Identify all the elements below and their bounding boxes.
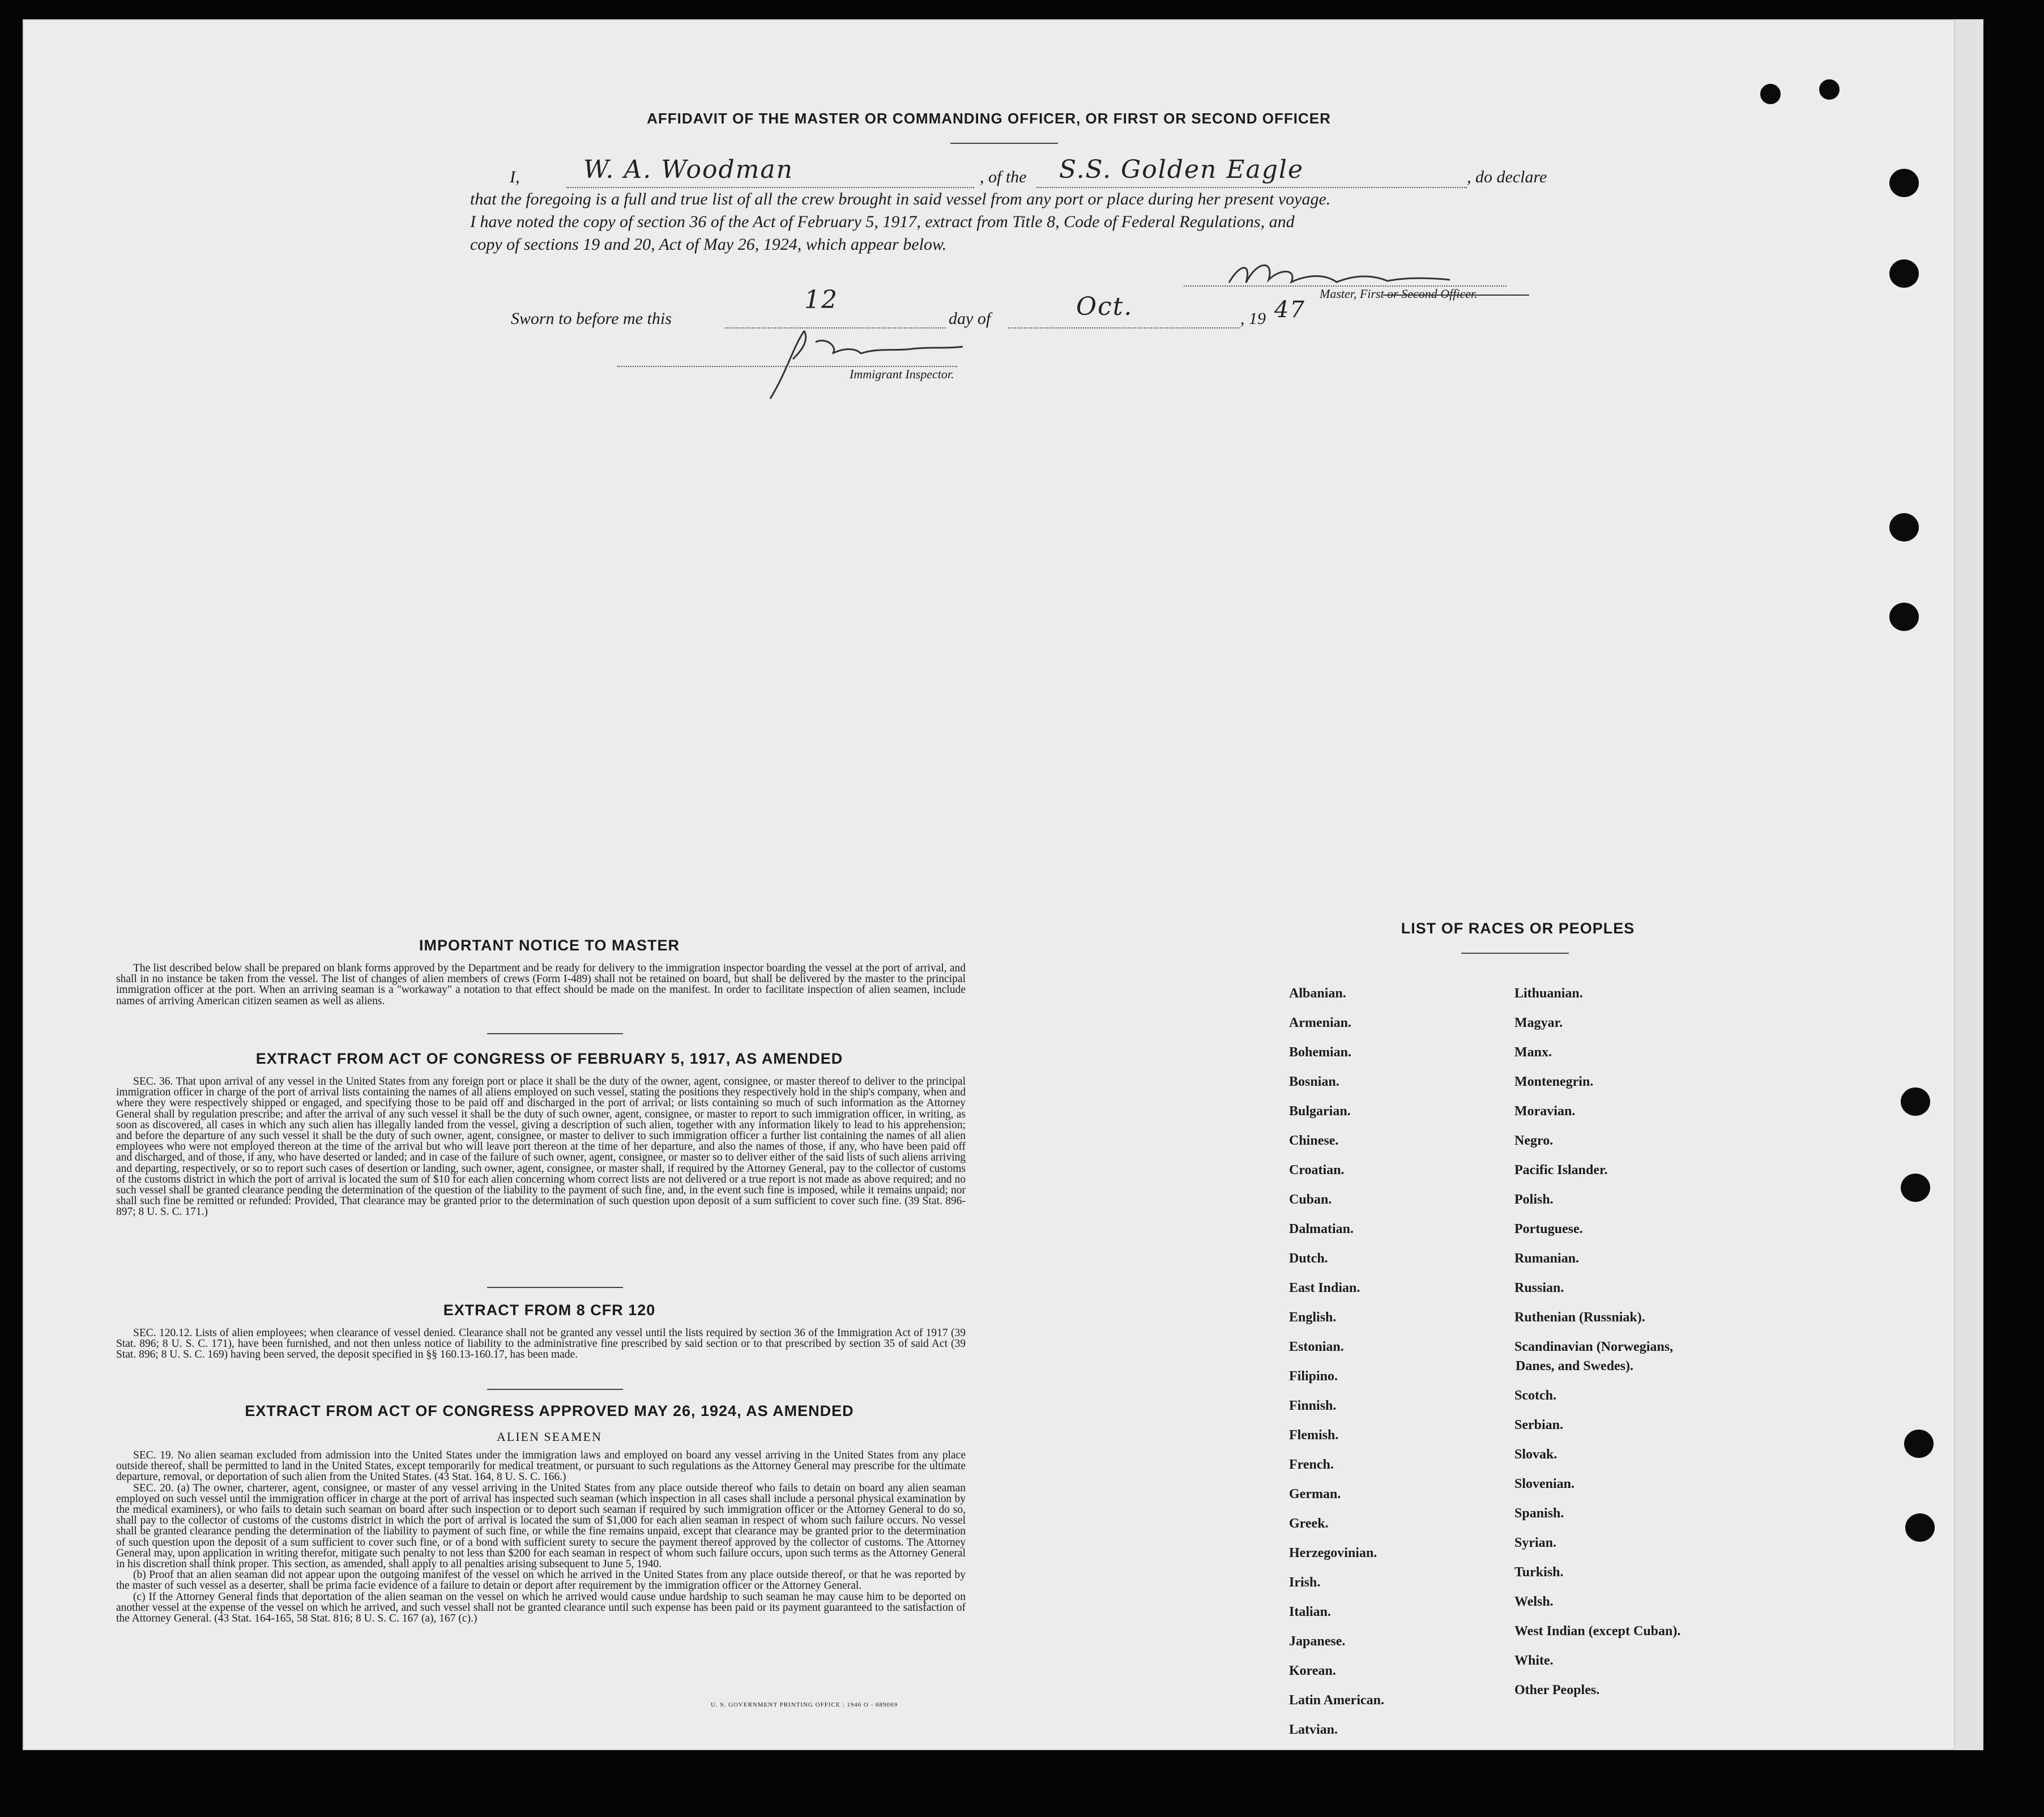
race-item: Scotch. [1514, 1388, 1556, 1403]
vessel-name: S.S. Golden Eagle [1059, 155, 1304, 184]
race-item: Danes, and Swedes). [1516, 1359, 1634, 1374]
extract-1917-rule [487, 1287, 623, 1288]
race-item: Albanian. [1289, 986, 1346, 1001]
notice-text: The list described below shall be prepared on blank forms approved by the Department and be ready for delivery to the immigration inspector boarding the vessel at the port of arrival, and shall in no instance be taken from the vessel. The list of changes of alien members of crews (Form I-489) shall not be retained on board, but shall be delivered by the master to the principal immigration officer at the port. When an arriving seaman is a "workaway" a notation to that effect should be made on the manifest. In order to facilitate inspection of alien seamen, include names of arriving American citizen seamen as well as aliens. [116, 962, 966, 1007]
day-value: 12 [804, 285, 838, 314]
punch-hole [1819, 79, 1840, 100]
sworn-label: Sworn to before me this [511, 309, 672, 328]
race-item: Pacific Islander. [1514, 1163, 1608, 1178]
race-item: Portuguese. [1514, 1222, 1583, 1236]
declaration-text [470, 188, 1569, 256]
race-item: Flemish. [1289, 1428, 1339, 1443]
race-item: Montenegrin. [1514, 1074, 1594, 1089]
punch-hole [1889, 513, 1919, 541]
race-item: Korean. [1289, 1664, 1336, 1678]
races-column-2 [1514, 979, 1680, 1705]
race-item: Scandinavian (Norwegians, [1514, 1340, 1674, 1354]
race-item: Welsh. [1514, 1594, 1554, 1609]
races-rule [1461, 953, 1569, 954]
declaration-line-2: I have noted the copy of section 36 of the Act of February 5, 1917, extract from Title 8, Code of Federal Regulations, and [470, 212, 1295, 231]
punch-hole [1905, 1513, 1935, 1542]
affidavit-title: AFFIDAVIT OF THE MASTER OR COMMANDING OFFICER, OR FIRST OR SECOND OFFICER [647, 110, 1331, 127]
i-label: I, [510, 168, 520, 186]
extract-cfr-title: EXTRACT FROM 8 CFR 120 [443, 1302, 656, 1319]
race-item: Latvian. [1289, 1722, 1338, 1737]
punch-hole [1889, 259, 1919, 288]
race-item: Herzegovinian. [1289, 1546, 1377, 1560]
inspector-signature [759, 314, 1008, 404]
extract-1917-title: EXTRACT FROM ACT OF CONGRESS OF FEBRUARY 5, 1917, AS AMENDED [255, 1050, 843, 1067]
race-item: English. [1289, 1310, 1337, 1325]
year-value: 47 [1274, 297, 1305, 323]
race-item: East Indian. [1289, 1281, 1360, 1295]
master-title: Master, First or Second Officer. [1320, 287, 1478, 301]
races-title: LIST OF RACES OR PEOPLES [1401, 920, 1635, 937]
race-item: Italian. [1289, 1605, 1332, 1619]
declaration-line-1: that the foregoing is a full and true list of all the crew brought in said vessel from any port or place during her present voyage. [470, 190, 1331, 208]
race-item: Dutch. [1289, 1251, 1328, 1266]
race-item: French. [1289, 1457, 1334, 1472]
extract-1924-title: EXTRACT FROM ACT OF CONGRESS APPROVED MAY 26, 1924, AS AMENDED [245, 1402, 854, 1419]
race-item: Cuban. [1289, 1192, 1332, 1207]
alien-seamen-subtitle: ALIEN SEAMEN [497, 1430, 602, 1444]
race-item: German. [1289, 1487, 1341, 1502]
race-item: Armenian. [1289, 1016, 1351, 1030]
race-item: Croatian. [1289, 1163, 1345, 1178]
do-declare-label: , do declare [1467, 168, 1547, 186]
punch-hole [1889, 603, 1919, 631]
races-column-1 [1289, 979, 1384, 1745]
inspector-label: Immigrant Inspector. [850, 367, 954, 381]
declaration-line-3: copy of sections 19 and 20, Act of May 26, 1924, which appear below. [470, 235, 947, 254]
punch-hole [1901, 1174, 1930, 1202]
race-item: Japanese. [1289, 1634, 1346, 1649]
master-signature [1223, 257, 1461, 291]
race-item: Polish. [1514, 1192, 1554, 1207]
extract-cfr-text: SEC. 120.12. Lists of alien employees; when clearance of vessel denied. Clearance shall not be granted any vessel until the lists required by section 36 of the Immigration Act of 1917 (39 Stat. 896; 8 U. S. C. 171), have been furnished, and not then unless notice of liability to the administrative fine prescribed by said section or to that prescribed by section 35 of said Act (39 Stat. 896; 8 U. S. C. 169) having been served, the deposit specified in §§ 160.13-160.17, has been made. [116, 1327, 966, 1361]
race-item: Manx. [1514, 1045, 1552, 1060]
race-item: Lithuanian. [1514, 986, 1583, 1001]
race-item: Magyar. [1514, 1016, 1563, 1030]
race-item: Slovak. [1514, 1447, 1557, 1462]
race-item: Finnish. [1289, 1398, 1337, 1413]
race-item: Slovenian. [1514, 1477, 1575, 1491]
year-prefix: , 19 [1240, 309, 1266, 328]
notice-title: IMPORTANT NOTICE TO MASTER [419, 937, 680, 954]
gpo-imprint: U. S. GOVERNMENT PRINTING OFFICE : 1946 O - 689069 [710, 1701, 898, 1708]
race-item: Syrian. [1514, 1536, 1557, 1550]
master-name: W. A. Woodman [583, 155, 793, 184]
race-item: Bosnian. [1289, 1074, 1339, 1089]
race-item: Irish. [1289, 1575, 1321, 1590]
day-of-label: day of [949, 309, 991, 328]
race-item: Estonian. [1289, 1340, 1344, 1354]
race-item: Dalmatian. [1289, 1222, 1354, 1236]
race-item: Filipino. [1289, 1369, 1338, 1384]
sec-20c: (c) If the Attorney General finds that deportation of the alien seaman on the vessel on which he arrived would cause undue hardship to such seaman he may cause him to be deported on another vessel at the expense of the vessel on which he arrived, and such vessel shall not be granted clearance until such expense has been paid or its payment guaranteed to the satisfaction of the Attorney General. (43 Stat. 164-165, 58 Stat. 816; 8 U. S. C. 167 (a), 167 (c).) [116, 1590, 966, 1625]
race-item: Other Peoples. [1514, 1683, 1600, 1697]
document-page [23, 19, 1955, 1750]
month-value: Oct. [1076, 292, 1133, 321]
race-item: Russian. [1514, 1281, 1564, 1295]
race-item: Bulgarian. [1289, 1104, 1351, 1119]
sec-20b: (b) Proof that an alien seaman did not appear upon the outgoing manifest of the vessel on which he arrived in the United States from any place outside thereof, or that he was reported by the master of such vessel as a deserter, shall be prima facie evidence of a failure to detain or deport after requirement by the immigration officer or the Attorney General. [116, 1569, 966, 1592]
race-item: Turkish. [1514, 1565, 1564, 1580]
of-the-label: , of the [980, 168, 1027, 186]
race-item: Chinese. [1289, 1133, 1339, 1148]
race-item: Serbian. [1514, 1418, 1564, 1432]
punch-hole [1901, 1087, 1930, 1116]
race-item: Spanish. [1514, 1506, 1564, 1521]
race-item: Rumanian. [1514, 1251, 1580, 1266]
month-line [1008, 327, 1240, 329]
punch-hole [1889, 169, 1919, 197]
sec-20a: SEC. 20. (a) The owner, charterer, agent, consignee, or master of any vessel arriving in the United States from any place outside thereof who fails to detain on board any alien seaman employed on such vessel until the immigration officer in charge at the port of arrival has inspected such seaman (which inspection in all cases shall include a personal physical examination by the medical examiners), or who fails to detain such seaman on board after such inspection or to deport such seaman if required by such immigration officer or the Attorney General to do so, shall pay to the collector of customs of the customs district in which the port of arrival is located the sum of $1,000 for each alien seaman in respect of whom such failure occurs. No vessel shall be granted clearance pending the determination of the liability to payment of such fine, or while the fine remains unpaid, except that clearance may be granted prior to the determination of such question upon the deposit of a sum sufficient to cover such fine, or of a bond with sufficient surety to secure the payment thereof approved by the collector of customs. The Attorney General may, upon application in writing therefor, mitigate such penalty to not less than $200 for each seaman in respect of whom such failure occurs, upon such terms as the Attorney General in his discretion shall think proper. This section, as amended, shall apply to all penalties arising subsequent to June 5, 1940. [116, 1482, 966, 1571]
strikeout [1383, 295, 1529, 296]
race-item: Ruthenian (Russniak). [1514, 1310, 1645, 1325]
race-item: White. [1514, 1653, 1554, 1668]
punch-hole [1904, 1430, 1934, 1458]
extract-cfr-rule [487, 1389, 623, 1390]
extract-1917-text: SEC. 36. That upon arrival of any vessel in the United States from any foreign port or place it shall be the duty of the owner, agent, consignee, or master thereof to deliver to the principal immigration officer in charge of the port of arrival lists containing the names of all aliens employed on such vessel, stating the positions they respectively hold in the ship's company, when and where they were respectively shipped or engaged, and specifying those to be paid off and discharged in the port of arrival; or lists containing so much of such information as the Attorney General shall by regulation prescribe; and after the arrival of any such vessel it shall be the duty of such owner, agent, consignee, or master to report to such immigration officer, in writing, as soon as discovered, all cases in which any such alien has illegally landed from the vessel, giving a description of such alien, together with any information likely to lead to his apprehension; and before the departure of any such vessel it shall be the duty of such owner, agent, consignee, or master to deliver to such immigration officer a further list containing the names of all alien employees who were not employed thereon at the time of the arrival but who will leave port thereon at the time of her departure, and also the names of those, if any, who have been paid off and discharged, and of those, if any, who have deserted or landed; and in case of the failure of such owner, agent, consignee, or master so to deliver either of the said lists of such aliens arriving and departing, respectively, or so to report such cases of desertion or landing, such owner, agent, consignee, or master shall, if required by the Attorney General, pay to the collector of customs of the customs district in which the port of arrival is located the sum of $10 for each alien concerning whom correct lists are not delivered or a true report is not made as above required; and no such vessel shall be granted clearance pending the determination of the question of the liability to the payment of such fine, and, in the event such fine is imposed, while it remains unpaid; nor shall such fine be remitted or refunded: Provided, That clearance may be granted prior to the determination of such question upon deposit of a sum sufficient to cover such fine. (39 Stat. 896-897; 8 U. S. C. 171.) [116, 1076, 966, 1218]
punch-hole [1760, 84, 1781, 104]
race-item: Negro. [1514, 1133, 1554, 1148]
race-item: Latin American. [1289, 1693, 1384, 1708]
race-item: West Indian (except Cuban). [1514, 1624, 1681, 1639]
notice-rule [487, 1033, 623, 1034]
binding-strip [1955, 19, 1983, 1750]
race-item: Moravian. [1514, 1104, 1576, 1119]
extract-1924-text [116, 1450, 966, 1624]
sec-19: SEC. 19. No alien seaman excluded from admission into the United States under the immigration laws and employed on board any vessel arriving in the United States from any place outside thereof, shall be permitted to land in the United States, except temporarily for medical treatment, or pursuant to such regulations as the Attorney General may prescribe for the ultimate departure, removal, or deportation of such alien from the United States. (43 Stat. 164, 8 U. S. C. 166.) [116, 1449, 966, 1483]
title-rule [950, 143, 1058, 144]
race-item: Bohemian. [1289, 1045, 1352, 1060]
race-item: Greek. [1289, 1516, 1329, 1531]
